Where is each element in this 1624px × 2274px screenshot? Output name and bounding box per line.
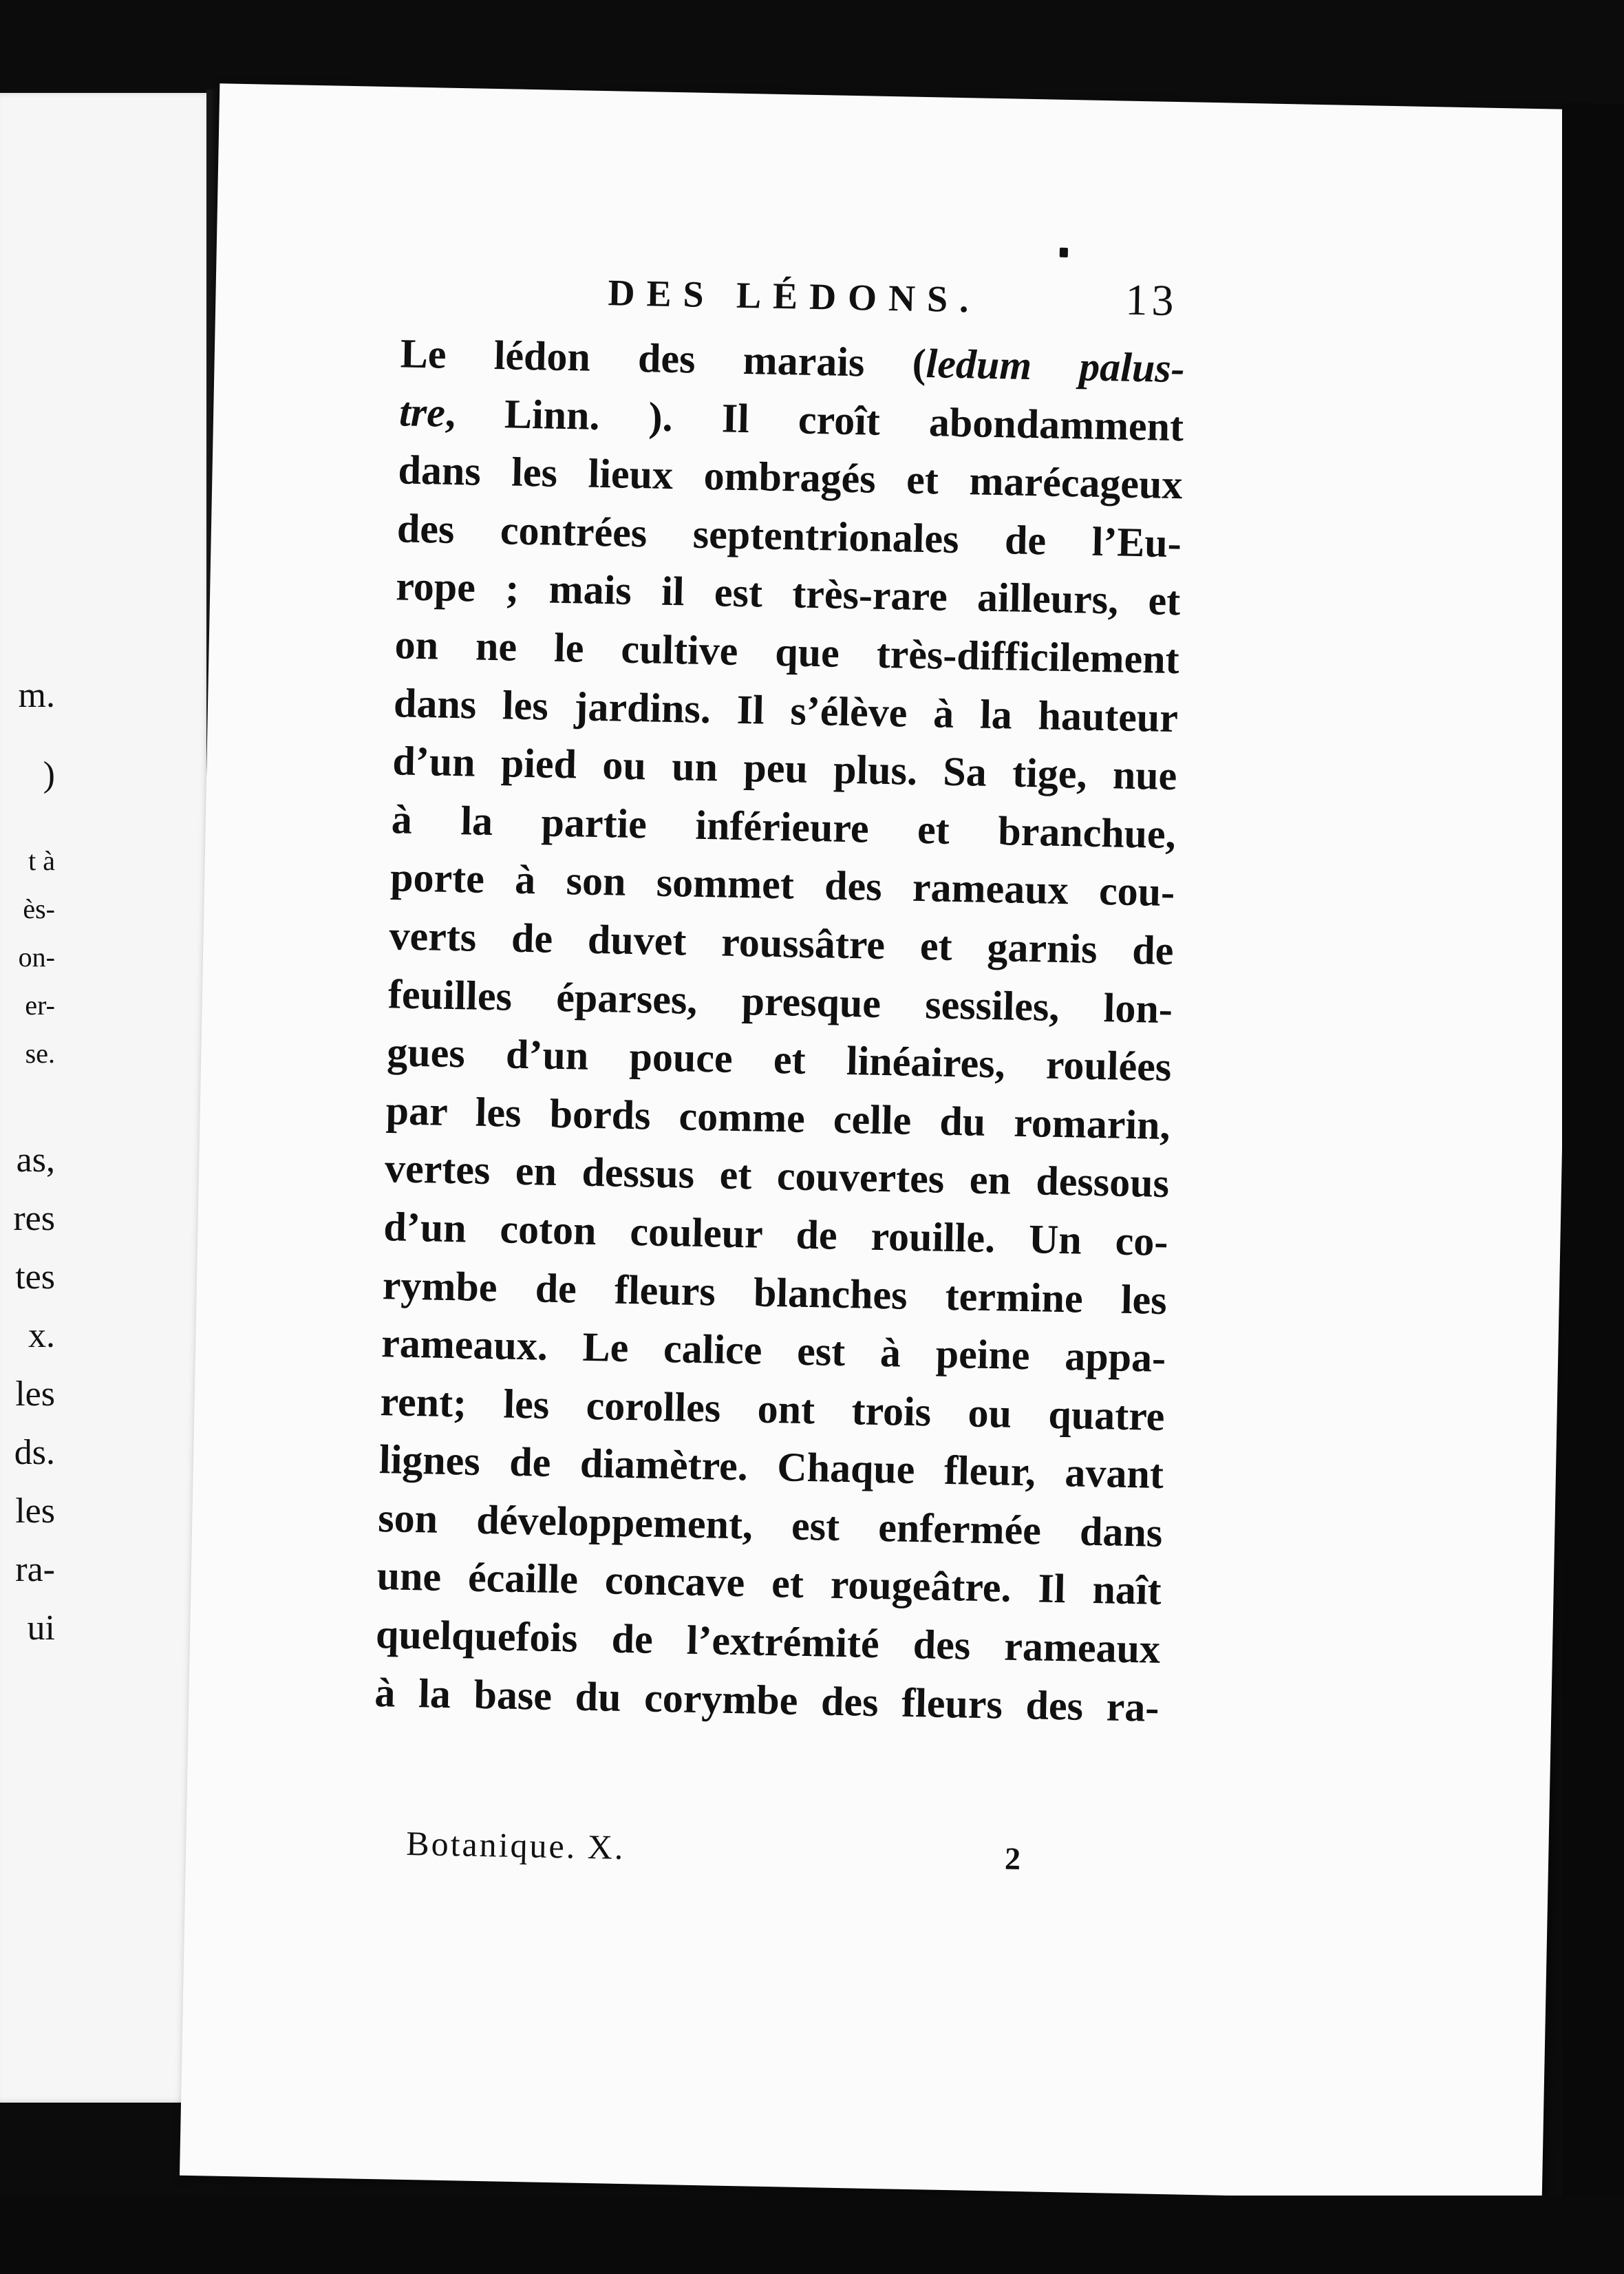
facing-page-fragment: les bbox=[15, 1491, 55, 1531]
facing-page-fragment: res bbox=[13, 1199, 55, 1238]
running-head: DES LÉDONS. bbox=[608, 272, 981, 321]
facing-page-fragment: se. bbox=[25, 1038, 55, 1069]
facing-page-fragment: m. bbox=[18, 676, 55, 715]
text-line: quelquefois de l’extrémité des rameaux bbox=[375, 1611, 1161, 1672]
book-page bbox=[180, 83, 1582, 2201]
facing-page-fragment: ra- bbox=[15, 1550, 55, 1589]
ink-dot bbox=[1060, 248, 1068, 257]
text-line: rent; les corolles ont trois ou quatre bbox=[380, 1378, 1166, 1439]
text-line: par les bords comme celle du romarin, bbox=[385, 1087, 1171, 1148]
text-line: verts de duvet roussâtre et garnis de bbox=[389, 913, 1175, 974]
facing-page-fragment: ès- bbox=[23, 893, 55, 924]
text-line: d’un pied ou un peu plus. Sa tige, nue bbox=[392, 738, 1177, 799]
signature-mark: 2 bbox=[1004, 1840, 1021, 1877]
scan-border-right bbox=[1562, 103, 1624, 2274]
facing-page-fragment: x. bbox=[28, 1316, 55, 1355]
scan-border-bottom bbox=[0, 2196, 1624, 2274]
signature-line: Botanique. X. bbox=[405, 1823, 626, 1867]
text-line: une écaille concave et rougeâtre. Il naît bbox=[376, 1553, 1162, 1614]
facing-page-fragment: t à bbox=[28, 845, 55, 876]
text-line: rymbe de fleurs blanches termine les bbox=[382, 1262, 1168, 1323]
facing-page-fragment: ui bbox=[27, 1608, 55, 1648]
text-line: gues d’un pouce et linéaires, roulées bbox=[386, 1029, 1172, 1090]
text-line: Le lédon des marais (ledum palus- bbox=[400, 330, 1186, 392]
text-line: dans les lieux ombragés et marécageux bbox=[398, 447, 1184, 508]
text-line: feuilles éparses, presque sessiles, lon- bbox=[387, 970, 1173, 1032]
page-number: 13 bbox=[1124, 275, 1179, 326]
facing-page-fragment: ds. bbox=[14, 1433, 55, 1472]
text-line: d’un coton couleur de rouille. Un co- bbox=[383, 1204, 1168, 1264]
text-line: rope ; mais il est très-rare ailleurs, et bbox=[395, 563, 1181, 624]
facing-page-fragment: ) bbox=[43, 755, 55, 794]
facing-page-fragment: tes bbox=[15, 1257, 55, 1297]
text-line: tre, Linn. ). Il croît abondamment bbox=[398, 388, 1184, 449]
text-line: des contrées septentrionales de l’Eu- bbox=[396, 505, 1182, 566]
text-line: vertes en dessus et couvertes en dessous bbox=[384, 1145, 1170, 1207]
facing-page-fragment: on- bbox=[18, 942, 55, 973]
text-line: son développement, est enfermée dans bbox=[377, 1494, 1163, 1555]
body-text bbox=[374, 324, 1186, 1736]
text-line: rameaux. Le calice est à peine appa- bbox=[381, 1320, 1166, 1381]
facing-page-fragment: er- bbox=[25, 990, 55, 1021]
text-line: lignes de diamètre. Chaque fleur, avant bbox=[378, 1436, 1164, 1498]
text-line: porte à son sommet des rameaux cou- bbox=[389, 854, 1175, 915]
facing-page-fragment: les bbox=[15, 1374, 55, 1414]
text-line: à la partie inférieure et branchue, bbox=[391, 796, 1177, 857]
text-line: on ne le cultive que très-difficilement bbox=[394, 621, 1180, 683]
text-line: à la base du corymbe des fleurs des ra- bbox=[374, 1669, 1160, 1730]
text-line: dans les jardins. Il s’élève à la hauteur bbox=[393, 679, 1179, 741]
facing-page-edge bbox=[0, 93, 213, 2103]
facing-page-fragment: as, bbox=[16, 1140, 55, 1180]
